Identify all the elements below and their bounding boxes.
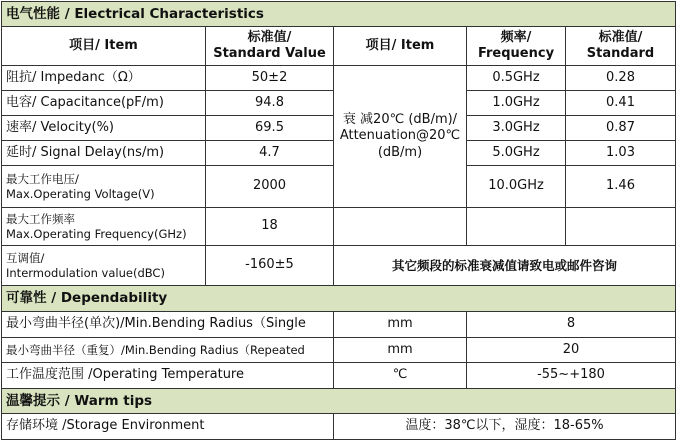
section-title-electrical: 电气性能 / Electrical Characteristics [2,2,676,27]
row-item: 最小弯曲半径（重复）/Min.Bending Radius（Repeated [2,338,334,363]
row-item: 存储环境 /Storage Environment [2,414,334,440]
row-item-cn: 互调值/ [6,251,45,266]
header-standard-cn: 标准值/ [598,29,643,45]
row-item: 速率/ Velocity(%) [2,116,206,141]
header-item-2: 项目/ Item [334,27,467,66]
standard-cell: 1.03 [566,141,676,166]
standard-cell: 0.41 [566,91,676,116]
table-row [2,338,676,363]
row-item-en: Intermodulation value(dBC) [6,265,165,280]
attenuation-label [334,66,467,208]
row-value: 2000 [206,166,334,208]
attenuation-label-line2: Attenuation@20℃ [339,128,461,144]
table-row [2,363,676,389]
row-unit: mm [334,338,467,363]
frequency-cell: 10.0GHz [467,166,566,208]
row-value: 20 [467,338,676,363]
row-item [2,166,206,208]
header-standard-en: Standard [586,46,655,61]
empty-cell [566,208,676,246]
row-value: 18 [206,208,334,246]
row-unit: mm [334,312,467,338]
row-value: -55~+180 [467,363,676,389]
frequency-cell: 3.0GHz [467,116,566,141]
row-item: 延时/ Signal Delay(ns/m) [2,141,206,166]
section-title-dependability: 可靠性 / Dependability [2,286,676,312]
table-row [2,208,676,246]
row-value: -160±5 [206,246,334,286]
section-row-warm-tips [2,389,676,414]
row-item [2,246,206,286]
table-row [2,66,676,91]
row-item-en: Max.Operating Voltage(V) [6,186,155,201]
other-bands-note: 其它频段的标准衰减值请致电或邮件咨询 [334,246,676,286]
row-unit: ℃ [334,363,467,389]
header-frequency-en: Frequency [477,46,555,61]
row-value: 69.5 [206,116,334,141]
table-row [2,414,676,440]
row-value: 8 [467,312,676,338]
attenuation-label-line3: (dB/m) [377,144,423,160]
row-item [2,208,206,246]
section-title-warm-tips: 温馨提示 / Warm tips [2,389,676,414]
spec-table [1,1,676,440]
section-row-electrical [2,2,676,27]
header-standard [566,27,676,66]
row-item-en: Max.Operating Frequency(GHz) [6,226,187,241]
frequency-cell: 0.5GHz [467,66,566,91]
row-item: 工作温度范围 /Operating Temperature [2,363,334,389]
header-standard-value-cn: 标准值/ [247,29,292,45]
header-standard-value [206,27,334,66]
header-frequency [467,27,566,66]
row-value: 50±2 [206,66,334,91]
standard-cell: 1.46 [566,166,676,208]
row-value: 温度：38℃以下，湿度：18-65% [334,414,676,440]
attenuation-label-line1: 衰 减20℃ (dB/m)/ [342,112,458,128]
row-item: 阻抗/ Impedanc（Ω） [2,66,206,91]
row-item: 最小弯曲半径(单次)/Min.Bending Radius（Single [2,312,334,338]
row-value: 94.8 [206,91,334,116]
section-row-dependability [2,286,676,312]
header-standard-value-en: Standard Value [213,46,326,61]
column-header-row [2,27,676,66]
empty-cell [334,208,467,246]
standard-cell: 0.28 [566,66,676,91]
row-item-cn: 最大工作频率 [6,212,75,227]
frequency-cell: 5.0GHz [467,141,566,166]
table-row [2,246,676,286]
row-item: 电容/ Capacitance(pF/m) [2,91,206,116]
row-value: 4.7 [206,141,334,166]
row-item-cn: 最大工作电压/ [6,172,79,187]
empty-cell [467,208,566,246]
header-item: 项目/ Item [2,27,206,66]
standard-cell: 0.87 [566,116,676,141]
frequency-cell: 1.0GHz [467,91,566,116]
header-frequency-cn: 频率/ [500,29,532,45]
table-row [2,312,676,338]
